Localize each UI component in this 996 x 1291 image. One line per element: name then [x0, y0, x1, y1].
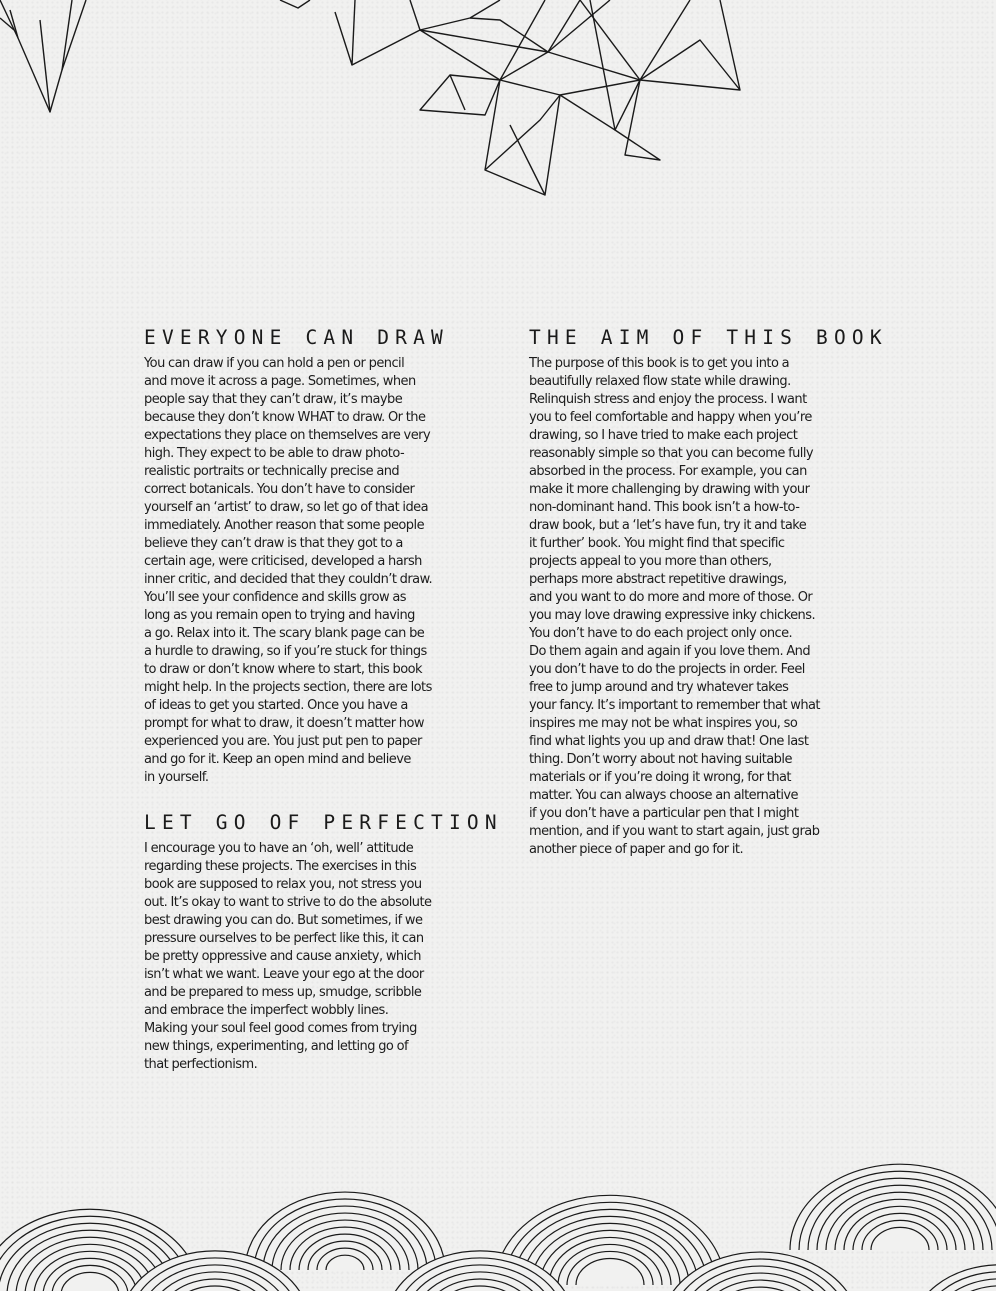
wave-scallop: [245, 1192, 445, 1270]
section-let-go-of-perfection: [144, 811, 503, 1074]
section-heading: LET GO OF PERFECTION: [144, 811, 503, 834]
section-everyone-can-draw: [144, 326, 474, 787]
section-body-text: The purpose of this book is to get you into a beautifully relaxed flow state while drawing. Relinquish stress and enjoy the process. I want you to feel comfortable and happy when you’re drawing, so I have tried to make each project reasonably simple so that you can become fully absorbed in the process. For example, you can make it more challenging by drawing with your non-dominant hand. This book isn’t a how-to- draw book, but a ‘let’s have fun, try it and take it further’ book. You might find that specific projects appeal to you more than others, perhaps more abstract repetitive drawings, and you want to do more and more of those. Or you may love drawing expressive inky chickens. You don’t have to do each project only once. Do them again and again if you love them. And you don’t have to do the projects in order. Feel free to jump around and try whatever takes your fancy. It’s important to remember that what inspires me may not be what inspires you, so find what lights you up and draw that! One last thing. Don’t worry about not having suitable materials or if you’re doing it wrong, for that matter. You can always choose an alternative if you don’t have a particular pen that I might mention, and if you want to start again, just grab another piece of paper and go for it.: [529, 356, 820, 857]
section-body-text: You can draw if you can hold a pen or pencil and move it across a page. Sometimes, when people say that they can’t draw, it’s maybe because they don’t know WHAT to draw. Or the expectations they place on themselves are very high. They expect to be able to draw photo- realistic portraits or technically precise and correct botanicals. You don’t have to consider yourself an ‘artist’ to draw, so let go of that idea immediately. Another reason that some people believe they can’t draw is that they got to a certain age, were criticised, developed a harsh inner critic, and decided that they couldn’t draw. You’ll see your confidence and skills grow as long as you remain open to trying and having a go. Relax into it. The scary blank page can be a hurdle to drawing, so if you’re stuck for things to draw or don’t know where to start, this book might help. In the projects section, there are lots of ideas to get you started. Once you have a prompt for what to draw, it doesn’t matter how experienced you are. You just put pen to paper and go for it. Keep an open mind and believe in yourself.: [144, 356, 433, 785]
wave-pattern-illustration: [0, 1120, 996, 1291]
wave-scallop: [910, 1265, 996, 1291]
geometric-doodle-illustration: [0, 0, 996, 210]
section-body-text: I encourage you to have an ‘oh, well’ attitude regarding these projects. The exercises in this book are supposed to relax you, not stress you out. It’s okay to want to strive to do the absolute best drawing you can do. But sometimes, if we pressure ourselves to be perfect like this, it can be pretty oppressive and cause anxiety, which isn’t what we want. Leave your ego at the door and be prepared to mess up, smudge, scribble and embrace the imperfect wobbly lines. Making your soul feel good comes from trying new things, experimenting, and letting go of that perfectionism.: [144, 841, 432, 1072]
section-heading: EVERYONE CAN DRAW: [144, 326, 449, 349]
section-heading: THE AIM OF THIS BOOK: [529, 326, 888, 349]
section-aim-of-this-book: [529, 326, 888, 859]
wave-scallop: [790, 1164, 996, 1250]
